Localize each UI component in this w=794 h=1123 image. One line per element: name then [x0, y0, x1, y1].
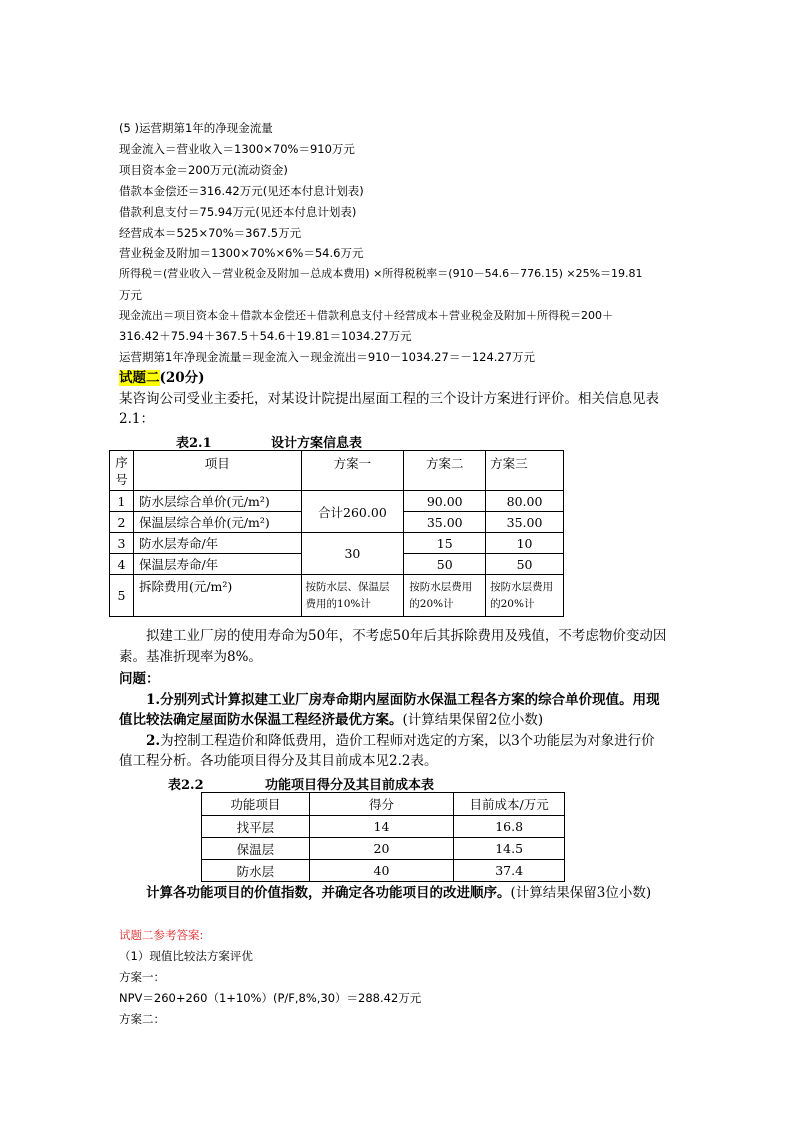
function-name: 找平层 [202, 816, 310, 838]
function-cost: 14.5 [454, 838, 565, 860]
question-2-intro-cont: 2.1： [119, 411, 154, 427]
function-name: 保温层 [202, 838, 310, 860]
header-score: 得分 [309, 793, 454, 816]
question-2-2 [146, 732, 655, 750]
row-item: 保温层寿命/年 [133, 554, 301, 575]
function-name: 防水层 [202, 860, 310, 882]
scheme-3-value: 35.00 [486, 512, 564, 533]
question-2-label: 试题二 [119, 370, 160, 386]
header-cost: 目前成本/万元 [454, 793, 565, 816]
table-row [202, 816, 565, 838]
scheme-2-value: 90.00 [404, 491, 486, 512]
question-2-intro: 某咨询公司受业主委托，对某设计院提出屋面工程的三个设计方案进行评价。相关信息见表 [119, 391, 659, 407]
row-item: 拆除费用(元/m²) [133, 575, 301, 617]
table-2-1-title: 设计方案信息表 [271, 436, 363, 451]
function-score: 20 [309, 838, 454, 860]
scheme-2-demolition: 按防水层费用的20%计 [404, 575, 486, 617]
function-score: 40 [309, 860, 454, 882]
function-score: 14 [309, 816, 454, 838]
function-cost: 16.8 [454, 816, 565, 838]
cash-outflow-line-cont: 316.42＋75.94＋367.5＋54.6＋19.81＝1034.27万元 [119, 329, 412, 343]
scheme-2-value: 50 [404, 554, 486, 575]
table-row [202, 860, 565, 882]
scheme-3-demolition: 按防水层费用的20%计 [486, 575, 564, 617]
row-no: 5 [110, 575, 134, 617]
question-2-3 [146, 884, 651, 902]
assumption-paragraph-cont: 素。基准折现率为8%。 [119, 649, 262, 665]
header-scheme-1: 方案一 [301, 451, 404, 491]
questions-heading: 问题： [119, 671, 160, 687]
header-scheme-2: 方案二 [404, 451, 486, 491]
cash-inflow-line: 现金流入＝营业收入＝1300×70%＝910万元 [119, 142, 355, 156]
cash-outflow-line: 现金流出＝项目资本金＋借款本金偿还＋借款利息支付＋经营成本＋营业税金及附加＋所得税＝200＋ [119, 309, 613, 322]
scheme-3-value: 10 [486, 533, 564, 554]
question-2-1: 1.分别列式计算拟建工业厂房寿命期内屋面防水保温工程各方案的综合单价现值。用现 [146, 692, 660, 708]
scheme-1-demolition: 按防水层、保温层费用的10%计 [301, 575, 404, 617]
row-item: 防水层寿命/年 [133, 533, 301, 554]
answer-line-1: （1）现值比较法方案评优 [119, 949, 253, 963]
answer-line-2: 方案一： [119, 970, 165, 984]
question-2-2-text: 为控制工程造价和降低费用，造价工程师对选定的方案，以3个功能层为对象进行价 [160, 733, 655, 749]
header-item: 项目 [133, 451, 301, 491]
table-header-row [110, 451, 564, 491]
header-function: 功能项目 [202, 793, 310, 816]
net-cash-flow-line: 运营期第1年净现金流量＝现金流入－现金流出＝910－1034.27＝－124.27万元 [119, 350, 536, 364]
table-row [110, 533, 564, 554]
row-no: 4 [110, 554, 134, 575]
capital-line: 项目资本金＝200万元(流动资金) [119, 163, 288, 177]
function-score-table [201, 792, 565, 882]
section-5-heading: (5 )运营期第1年的净现金流量 [119, 121, 273, 135]
principal-repayment-line: 借款本金偿还＝316.42万元(见还本付息计划表) [119, 184, 364, 198]
assumption-paragraph: 拟建工业厂房的使用寿命为50年，不考虑50年后其拆除费用及残值，不考虑物价变动因 [146, 628, 667, 644]
function-cost: 37.4 [454, 860, 565, 882]
table-2-1-number: 表2.1 [176, 436, 212, 451]
question-2-1-cont [119, 711, 543, 729]
table-2-2-title: 功能项目得分及其目前成本表 [265, 778, 435, 793]
income-tax-line-cont: 万元 [119, 288, 142, 302]
row-no: 2 [110, 512, 134, 533]
business-tax-line: 营业税金及附加＝1300×70%×6%＝54.6万元 [119, 246, 364, 260]
interest-payment-line: 借款利息支付＝75.94万元(见还本付息计划表) [119, 205, 357, 219]
answer-line-4: 方案二： [119, 1012, 165, 1026]
answer-title: 试题二参考答案: [119, 928, 204, 942]
scheme-1-combined: 合计260.00 [301, 491, 404, 533]
table-row [202, 838, 565, 860]
question-2-3-note: (计算结果保留3位小数) [510, 885, 652, 901]
question-2-1-note: (计算结果保留2位小数) [402, 712, 544, 728]
scheme-1-lifetime: 30 [301, 533, 404, 575]
header-scheme-3: 方案三 [486, 451, 564, 491]
row-item: 保温层综合单价(元/m²) [133, 512, 301, 533]
row-item: 防水层综合单价(元/m²) [133, 491, 301, 512]
scheme-2-value: 15 [404, 533, 486, 554]
table-2-2-number: 表2.2 [168, 778, 204, 793]
question-2-3-bold: 计算各功能项目的价值指数，并确定各功能项目的改进顺序。 [146, 885, 511, 901]
operating-cost-line: 经营成本＝525×70%＝367.5万元 [119, 226, 302, 240]
question-2-1-bold: 值比较法确定屋面防水保温工程经济最优方案。 [119, 712, 403, 728]
scheme-3-value: 50 [486, 554, 564, 575]
scheme-3-value: 80.00 [486, 491, 564, 512]
scheme-2-value: 35.00 [404, 512, 486, 533]
income-tax-line: 所得税＝(营业收入－营业税金及附加－总成本费用) ×所得税税率＝(910－54.6－776.15) ×25%＝19.81 [119, 267, 643, 280]
table-row [110, 575, 564, 617]
answer-line-3: NPV＝260+260（1+10%）(P/F,8%,30）＝288.42万元 [119, 991, 422, 1005]
table-row [110, 491, 564, 512]
design-scheme-table [109, 450, 564, 617]
question-2-2-number: 2. [146, 733, 161, 749]
question-2-2-cont: 值工程分析。各功能项目得分及其目前成本见2.2表。 [119, 753, 438, 769]
header-seq: 序号 [110, 451, 134, 491]
row-no: 3 [110, 533, 134, 554]
question-2-title [119, 369, 205, 387]
question-2-score: (20分) [159, 370, 205, 386]
table-header-row [202, 793, 565, 816]
row-no: 1 [110, 491, 134, 512]
